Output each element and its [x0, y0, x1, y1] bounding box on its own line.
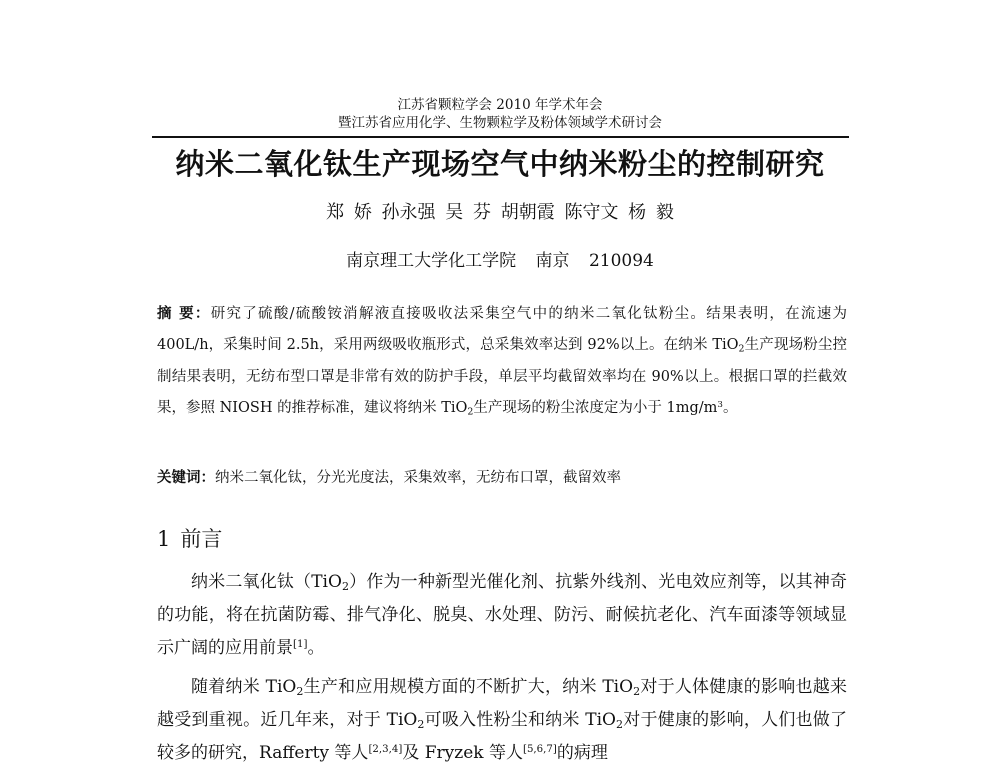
paper-affiliation: 南京理工大学化工学院 南京 210094 [346, 251, 654, 271]
keywords-text: 纳米二氧化钛，分光光度法，采集效率，无纺布口罩，截留效率 [215, 470, 621, 486]
section-number: 1 [157, 527, 171, 551]
subscript: 2 [296, 684, 304, 698]
keywords [157, 465, 847, 491]
section-title: 前言 [180, 527, 223, 551]
abstract-text: 生产现场的粉尘浓度定为小于 1mg/m [473, 400, 718, 417]
text-run: 可吸入性粉尘和纳米 TiO [424, 710, 616, 730]
conference-name-line1: 江苏省颗粒学会 2010 年学术年会 [397, 97, 603, 113]
text-run: 的病理 [556, 743, 608, 763]
text-run: 对于人体健康的影响也越来越受到重视。近几年来，对于 TiO [157, 677, 847, 730]
abstract [157, 298, 847, 425]
text-run: 及 Fryzek 等人 [402, 743, 523, 763]
abstract-text: 。 [722, 400, 738, 417]
text-run: 纳米二氧化钛（TiO [191, 572, 342, 592]
abstract-label: 摘 要： [157, 305, 211, 322]
abstract-text: 研究了硫酸/硫酸铵消解液直接吸收法采集空气中的纳米二氧化钛粉尘。结果表明，在流速为 400L/h，采集时间 2.5h，采用两级吸收瓶形式，总采集效率达到 92%以上。在纳米 TiO [157, 306, 847, 354]
conference-name-line2: 暨江苏省应用化学、生物颗粒学及粉体领域学术研讨会 [338, 115, 662, 131]
text-run: 生产和应用规模方面的不断扩大，纳米 TiO [303, 677, 634, 697]
paper-title: 纳米二氧化钛生产现场空气中纳米粉尘的控制研究 [175, 147, 825, 181]
body-text [157, 566, 847, 776]
section-heading [157, 524, 232, 554]
abstract-text: 生产现场粉尘控制结果表明，无纺布型口罩是非常有效的防护手段，单层平均截留效率均在 90%以上。根据口罩的拦截效果，参照 NIOSH 的推荐标准，建议将纳米 TiO [157, 337, 847, 417]
text-run: 随着纳米 TiO [191, 677, 297, 697]
citation-ref: [1] [293, 638, 308, 650]
header-rule [152, 136, 849, 138]
citation-ref: [5,6,7] [522, 743, 557, 755]
subscript: 2 [417, 717, 425, 731]
citation-ref: [2,3,4] [368, 743, 403, 755]
text-run: 对于健康的影响，人们也做了较多的研究，Rafferty 等人 [157, 710, 848, 763]
abstract-superscript: 3 [717, 400, 723, 410]
abstract-subscript: 2 [467, 406, 474, 418]
keywords-label: 关键词： [157, 469, 215, 486]
subscript: 2 [616, 717, 624, 731]
abstract-subscript: 2 [738, 343, 745, 355]
paragraph [157, 566, 847, 665]
paper-authors: 郑 娇 孙永强 吴 芬 胡朝霞 陈守文 杨 毅 [326, 202, 674, 223]
subscript: 2 [633, 684, 641, 698]
text-run: 。 [307, 638, 325, 658]
text-run: ）作为一种新型光催化剂、抗紫外线剂、光电效应剂等，以其神奇的功能，将在抗菌防霉、排气净化、脱臭、水处理、防污、耐候抗老化、汽车面漆等领域显示广阔的应用前景 [157, 572, 848, 658]
subscript: 2 [341, 579, 349, 593]
paragraph [157, 671, 847, 770]
